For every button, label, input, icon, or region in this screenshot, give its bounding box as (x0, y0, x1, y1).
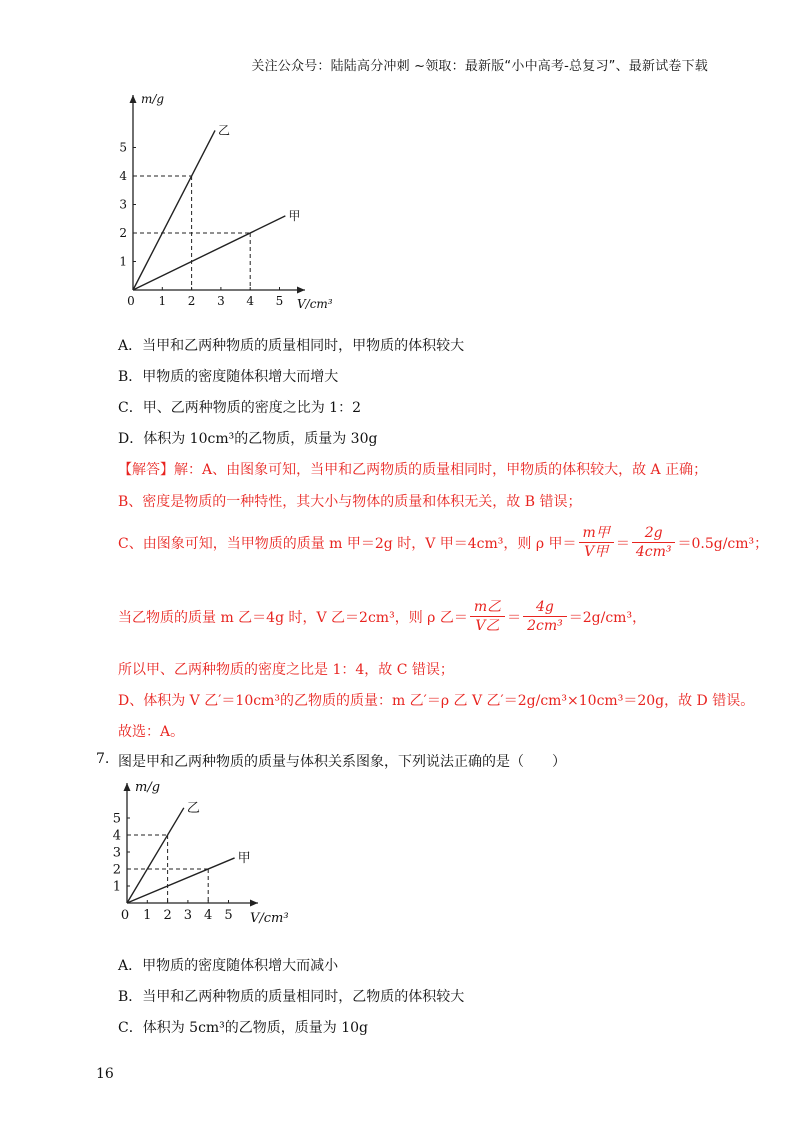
q7-option-b: B．当甲和乙两种物质的质量相同时，乙物质的体积较大 (118, 989, 465, 1005)
series-label: 甲 (288, 208, 301, 223)
answer-line-2: B、密度是物质的一种特性，其大小与物体的质量和体积无关，故 B 错误； (118, 494, 582, 510)
y-axis-arrow (124, 783, 131, 791)
q7-stem: 图是甲和乙两种物质的质量与体积关系图象，下列说法正确的是（ ） (118, 754, 566, 770)
y-tick-label: 1 (119, 254, 127, 269)
answer-line-7: 故选：A。 (118, 724, 185, 740)
x-axis-arrow (250, 900, 258, 907)
series-label: 乙 (218, 123, 231, 138)
series-label: 乙 (186, 800, 200, 816)
x-tick-label: 2 (163, 908, 172, 923)
answer-line-3 (118, 524, 768, 561)
density-value-fraction-yi (523, 598, 567, 635)
y-tick-label: 5 (119, 140, 127, 155)
y-axis-arrow (130, 95, 137, 103)
answer-text-a: 解：A、由图象可知，当甲和乙两物质的质量相同时，甲物质的体积较大，故 A 正确； (174, 462, 708, 478)
fraction-numerator: 4g (523, 598, 567, 617)
density-result-jia: ＝0.5g/cm³； (677, 535, 769, 552)
series-label: 甲 (237, 850, 251, 866)
fraction-numerator: 2g (632, 524, 676, 543)
x-tick-label: 4 (204, 908, 213, 923)
series-line (133, 216, 285, 290)
x-tick-label: 1 (158, 294, 167, 308)
page-header: 关注公众号：陆陆高分冲刺 ~领取：最新版“小中高考-总复习”、最新试卷下载 (251, 59, 708, 74)
x-tick-label: 5 (224, 908, 233, 923)
y-tick-label: 4 (112, 828, 121, 844)
x-tick-label: 1 (143, 908, 152, 923)
x-tick-label: 0 (120, 908, 130, 923)
q7-option-a: A．甲物质的密度随体积增大而减小 (118, 958, 339, 974)
y-axis-label: m/g (141, 92, 165, 106)
x-tick-label: 3 (183, 908, 193, 923)
y-tick-label: 2 (119, 226, 127, 241)
y-tick-label: 4 (119, 169, 127, 184)
answer-line-6: D、体积为 V 乙′＝10cm³的乙物质的质量：m 乙′＝ρ 乙 V 乙′＝2g/cm³×10cm³＝20g，故 D 错误。 (118, 693, 755, 709)
fraction-denominator: V乙 (475, 618, 500, 634)
y-axis-label: m/g (135, 780, 161, 795)
fraction-denominator: 4cm³ (635, 544, 672, 560)
equals-sign: ＝ (507, 609, 522, 626)
mass-volume-chart-2 (100, 775, 315, 930)
density-value-fraction-jia (632, 524, 676, 561)
x-tick-label: 4 (246, 294, 255, 308)
x-tick-label: 0 (127, 294, 135, 308)
y-tick-label: 3 (119, 197, 127, 212)
mass-volume-chart-1 (100, 90, 370, 315)
series-line (127, 808, 184, 903)
density-result-yi: ＝2g/cm³， (568, 609, 647, 626)
answer-yi-text: 当乙物质的质量 m 乙＝4g 时，V 乙＝2cm³，则 ρ 乙＝ (118, 609, 468, 626)
q6-option-d: D．体积为 10cm³的乙物质，质量为 30g (118, 431, 378, 447)
answer-line-5: 所以甲、乙两种物质的密度之比是 1：4，故 C 错误； (118, 662, 454, 678)
answer-c-text: C、由图象可知，当甲物质的质量 m 甲＝2g 时，V 甲＝4cm³，则 ρ 甲＝ (118, 535, 577, 552)
x-tick-label: 3 (217, 294, 225, 308)
y-tick-label: 3 (112, 845, 121, 861)
q7-option-c: C．体积为 5cm³的乙物质，质量为 10g (118, 1020, 369, 1036)
answer-line-1 (118, 459, 707, 479)
q6-option-b: B．甲物质的密度随体积增大而增大 (118, 369, 339, 385)
density-fraction-yi (470, 598, 505, 635)
y-tick-label: 2 (112, 862, 121, 878)
page-number: 16 (96, 1066, 114, 1082)
x-axis-label: V/cm³ (250, 911, 289, 926)
fraction-numerator: m乙 (470, 598, 505, 617)
x-tick-label: 2 (187, 294, 196, 308)
answer-line-4 (118, 598, 646, 635)
equals-sign: ＝ (615, 535, 630, 552)
fraction-denominator: V甲 (584, 544, 609, 560)
x-axis-label: V/cm³ (297, 297, 333, 311)
q6-option-c: C．甲、乙两种物质的密度之比为 1：2 (118, 400, 361, 416)
y-tick-label: 5 (112, 811, 121, 827)
series-line (127, 858, 235, 903)
x-tick-label: 5 (275, 294, 284, 308)
series-line (133, 130, 215, 290)
density-fraction-jia (579, 524, 614, 561)
y-tick-label: 1 (112, 879, 121, 895)
x-axis-arrow (297, 287, 305, 294)
q6-option-a: A．当甲和乙两种物质的质量相同时，甲物质的体积较大 (118, 338, 465, 354)
answer-label: 【解答】 (118, 462, 174, 478)
fraction-denominator: 2cm³ (527, 618, 563, 634)
fraction-numerator: m甲 (579, 524, 614, 543)
q7-number: 7. (96, 751, 110, 767)
